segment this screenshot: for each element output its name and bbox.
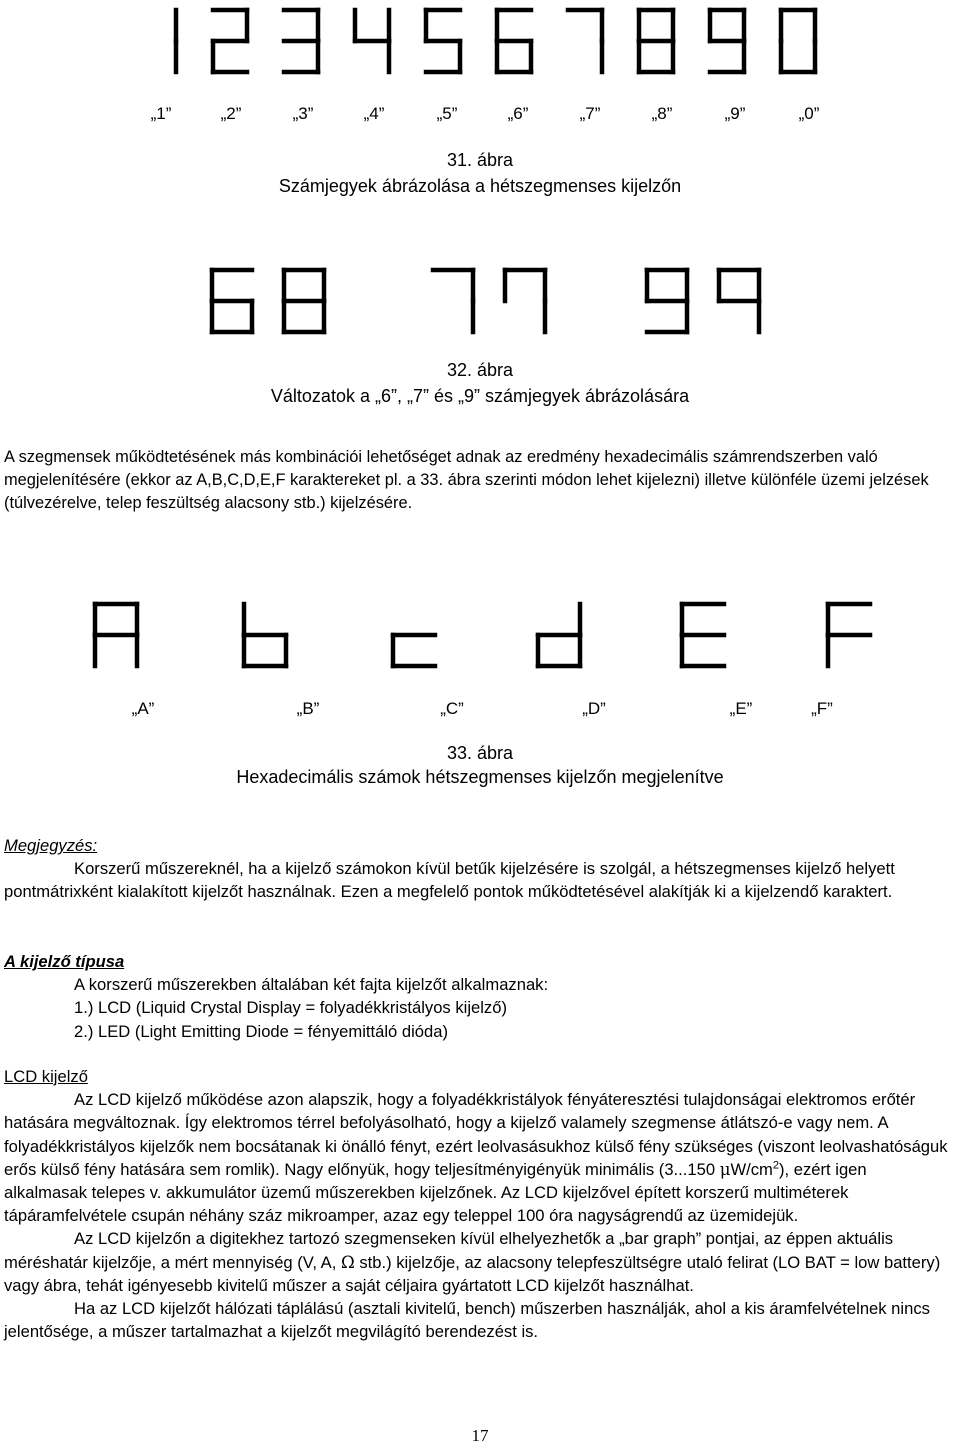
digit-label: „2” [220,104,242,123]
letter-f-glyph [828,604,870,666]
digit-1-glyph [142,10,176,72]
digit-5-glyph [426,10,460,72]
digit-label: „4” [363,104,385,123]
digit-6-glyph [497,10,531,72]
display-type-item-led: 2.) LED (Light Emitting Diode = fényemittáló dióda) [74,1021,449,1041]
digit-3-glyph [284,10,318,72]
six-variant-2-glyph [284,270,324,332]
letter-label: „C” [440,699,464,718]
letter-label: „B” [296,699,320,718]
display-type-item-lcd: 1.) LCD (Liquid Crystal Display = folyadékkristályos kijelző) [74,998,507,1018]
figure-31-caption-text: Számjegyek ábrázolása a hétszegmenses kijelzőn [278,176,682,196]
digit-label: „7” [579,104,601,123]
digit-label: „5” [436,104,458,123]
seven-variant-2-glyph [505,270,545,332]
lcd-paragraph-1: Az LCD kijelző működése azon alapszik, hogy a folyadékkristályok fényáteresztési tulajdonságai elektromos erőtér hatására megváltoznak. Így elektromos térrel befolyásolható, hogy a kijelző valamely szegmense átlátszó-e vagy nem. A folyadékkristályos kijelzők nem bocsátanak ki önálló fényt, ezért leolvasásukhoz külső fény szükséges (viszont leolvashatóságuk erős külső fény hatására sem romlik). Nagy előnyük, hogy teljesítményigényük minimális (3...150 $\mu W/cm^2$), ezért igen alkalmasak telepes v. akkumulátor üzemű műszerekben kijelzőnek. Az LCD kijelzővel épített korszerű multiméterek tápáramfelvétele csupán néhány száz mikroamper, azaz egy teleppel 100 óra nagyságrendű az üzemidejük. [4,1090,948,1226]
nine-variant-2-glyph [719,270,759,332]
letter-b-glyph [244,604,286,666]
note-text: Korszerű műszereknél, ha a kijelző számokon kívül betűk kijelzésére is szolgál, a hétszegmenses kijelző helyett pontmátrixként kialakított kijelzőt használnak. Ezen a megfelelő pontok működtetésével alakítják ki a kijelzendő karaktert. [4,859,895,902]
display-type-intro: A korszerű műszerekben általában két fajta kijelzőt alkalmaznak: [74,975,549,995]
letter-label: „A” [131,699,155,718]
lcd-paragraph-2: Az LCD kijelzőn a digitekhez tartozó szegmenseken kívül elhelyezhetők a „bar graph” pontjai, az éppen aktuális méréshatár kijelzője, a mért mennyiség (V, A, Ω stb.) kijelzője, az alacsony telepfeszültségre utaló felirat (LO BAT = low battery) vagy ábra, tehát igényesebb kivitelű műszer a saját céljaira gyártatott LCD kijelzőt használhat. [4,1229,941,1295]
seven-variant-1-glyph [433,270,473,332]
digit-label: „9” [724,104,746,123]
figure-33-caption-number: 33. ábra [446,743,514,763]
digit-4-glyph [355,10,389,72]
digit-2-glyph [213,10,247,72]
figure-32-caption-text: Változatok a „6”, „7” és „9” számjegyek ábrázolására [270,386,690,406]
lcd-section [4,1065,954,1343]
letter-c-glyph [393,604,435,666]
digit-9-glyph [710,10,744,72]
digit-label: „3” [292,104,314,123]
letter-label: „D” [582,699,606,718]
digit-label: „0” [798,104,820,123]
nine-variant-1-glyph [647,270,687,332]
digit-label: „8” [651,104,673,123]
page-number: 17 [471,1426,489,1445]
note-heading: Megjegyzés: [4,836,98,855]
digit-8-glyph [639,10,673,72]
lcd-heading: LCD kijelző [4,1067,88,1086]
letter-d-glyph [538,604,580,666]
figure-32-caption-number: 32. ábra [446,360,514,380]
letter-label: „E” [729,699,753,718]
letter-label: „F” [811,699,833,718]
display-type-heading: A kijelző típusa [4,952,125,971]
digit-7-glyph [568,10,602,72]
lcd-paragraph-3: Ha az LCD kijelzőt hálózati táplálású (asztali kivitelű, bench) műszerben használják, ahol a kis áramfelvételnek nincs jelentősége, a műszer tartalmazhat a kijelzőt megvilágító berendezést is. [4,1299,930,1342]
intro-paragraph: A szegmensek működtetésének más kombinációi lehetőséget adnak az eredmény hexadecimális számrendszerben való megjelenítésére (ekkor az A,B,C,D,E,F karaktereket pl. a 33. ábra szerinti módon lehet kijelezni) illetve különféle üzemi jelzések (túlvezérelve, telep feszültség alacsony stb.) kijelzésére. [4,448,929,513]
six-variant-1-glyph [212,270,252,332]
mu-symbol: μ [719,1159,731,1179]
digit-10-glyph [781,10,815,72]
letter-a-glyph [95,604,137,666]
digit-label: „1” [150,104,172,123]
figure-31-caption-number: 31. ábra [446,150,514,170]
digit-label: „6” [507,104,529,123]
display-type-section [4,950,954,1043]
figure-33-caption-text: Hexadecimális számok hétszegmenses kijelzőn megjelenítve [236,767,724,787]
letter-e-glyph [682,604,724,666]
note-section [4,834,954,904]
omega-symbol: Ω [340,1252,355,1272]
